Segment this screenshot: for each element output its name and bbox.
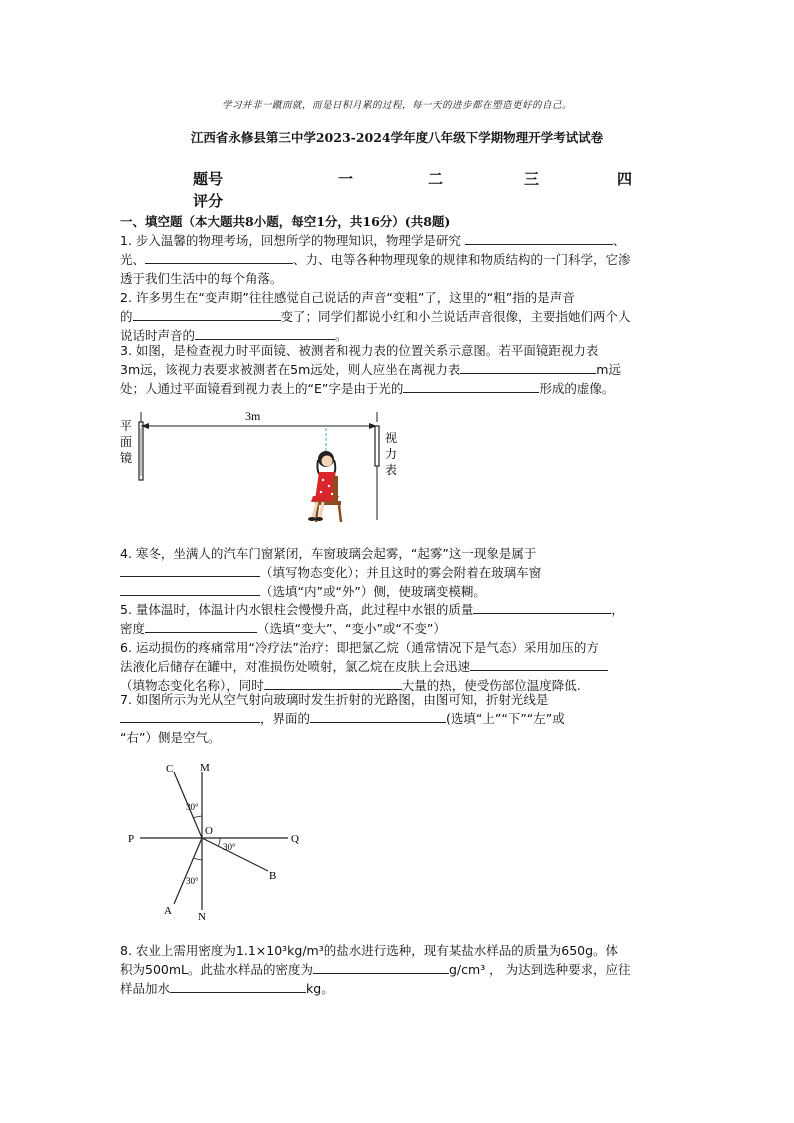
label-o: O xyxy=(205,825,213,837)
q2-blank-1[interactable] xyxy=(133,307,281,321)
q6-blank-2[interactable] xyxy=(264,676,402,690)
angle-label-2: 30° xyxy=(223,842,236,852)
label-q: Q xyxy=(291,833,299,845)
score-col-4: 四 xyxy=(617,170,633,188)
score-header: 题号 xyxy=(193,170,224,188)
question-4: 4. 寒冬，坐满人的汽车门窗紧闭，车窗玻璃会起雾，“起雾”这一现象是属于 （填写物态变化）；并且这时的雾会附着在玻璃车窗 （选填“内”或“外”）侧，使玻璃变模糊。 xyxy=(120,546,542,599)
question-3: 3. 如图，是检查视力时平面镜、被测者和视力表的位置关系示意图。若平面镜距视力表 3m远，该视力表要求被测者在5m远处，则人应坐在离视力表 m远 处；人通过平面镜看到视力表上的“E”字是由于光的 形成的虚像。 xyxy=(120,343,621,396)
label-c: C xyxy=(166,763,174,775)
motto: 学习并非一蹴而就，而是日积月累的过程，每一天的进步都在塑造更好的自己。 xyxy=(221,100,572,111)
q3-blank-2[interactable] xyxy=(403,379,539,393)
seated-girl-illustration xyxy=(308,451,341,522)
label-a: A xyxy=(164,905,172,917)
exam-title: 江西省永修县第三中学2023-2024学年度八年级下学期物理开学考试试卷 xyxy=(190,130,604,145)
q7-blank-2[interactable] xyxy=(310,709,446,723)
question-1: 1. 步入温馨的物理考场，回想所学的物理知识，物理学是研究 、 光、 、力、电等各种物理现象的规律和物质结构的一门科学，它渗 透于我们生活中的每个角落。 xyxy=(120,233,631,286)
q1-blank-1[interactable] xyxy=(465,231,613,245)
label-m: M xyxy=(200,762,210,774)
vision-test-figure xyxy=(115,408,405,530)
mirror-label-2: 面 xyxy=(120,435,133,449)
score-col-2: 二 xyxy=(428,170,444,188)
q3-blank-1[interactable] xyxy=(460,360,596,374)
question-2: 2. 许多男生在“变声期”往往感觉自己说话的声音“变粗”了，这里的“粗”指的是声音 的 变了；同学们都说小红和小兰说话声音很像，主要指她们两个人 说话时声音的 。 xyxy=(120,290,631,343)
q6-blank-1[interactable] xyxy=(470,657,608,671)
q7-blank-1[interactable] xyxy=(120,709,260,723)
mirror-label-1: 平 xyxy=(120,419,133,433)
chart-label-2: 力 xyxy=(385,447,398,461)
question-5: 5. 量体温时，体温计内水银柱会慢慢升高，此过程中水银的质量 ， 密度 （选填“变大”、“变小”或“不变”） xyxy=(120,602,624,636)
score-table xyxy=(193,168,643,212)
distance-label: 3m xyxy=(245,409,261,423)
chart-label-3: 表 xyxy=(385,463,398,477)
q4-blank-2[interactable] xyxy=(120,582,260,596)
eye-chart xyxy=(375,426,379,466)
q8-blank-1[interactable] xyxy=(313,960,449,974)
q8-blank-2[interactable] xyxy=(170,979,306,993)
label-n: N xyxy=(198,911,206,923)
q2-blank-2[interactable] xyxy=(195,326,335,340)
score-row-label: 评分 xyxy=(193,192,224,210)
label-b: B xyxy=(269,870,277,882)
score-col-3: 三 xyxy=(524,170,540,188)
ray-oa xyxy=(174,838,202,904)
label-p: P xyxy=(128,833,135,845)
q1-blank-2[interactable] xyxy=(145,250,293,264)
question-7: 7. 如图所示为光从空气射向玻璃时发生折射的光路图，由图可知，折射光线是 ，界面的 (选填“上”“下”“左”或 “右”）侧是空气。 xyxy=(120,692,565,745)
angle-label-1: 30° xyxy=(186,802,199,812)
angle-label-3: 30° xyxy=(186,876,199,886)
question-8: 8. 农业上需用密度为1.1×10³kg/m³的盐水进行选种，现有某盐水样品的质量为650g。体 积为500mL。此盐水样品的密度为 g/cm³ ， 为达到选种要求，应往 样品加水 kg。 xyxy=(120,943,631,996)
q5-blank-2[interactable] xyxy=(145,619,257,633)
question-6: 6. 运动损伤的疼痛常用“冷疗法”治疗：即把氯乙烷（通常情况下是气态）采用加压的方 法液化后储存在罐中，对准损伤处喷射，氯乙烷在皮肤上会迅速 （填物态变化名称），同时 大量的热，使受伤部位温度降低. xyxy=(120,638,675,695)
q5-blank-1[interactable] xyxy=(473,600,611,614)
mirror-label-3: 镜 xyxy=(120,451,133,465)
section-heading: 一、填空题（本大题共8小题，每空1分，共16分）(共8题) xyxy=(120,214,451,229)
chart-label-1: 视 xyxy=(385,431,398,445)
score-col-1: 一 xyxy=(338,170,354,188)
refraction-figure xyxy=(122,758,312,924)
q4-blank-1[interactable] xyxy=(120,563,260,577)
